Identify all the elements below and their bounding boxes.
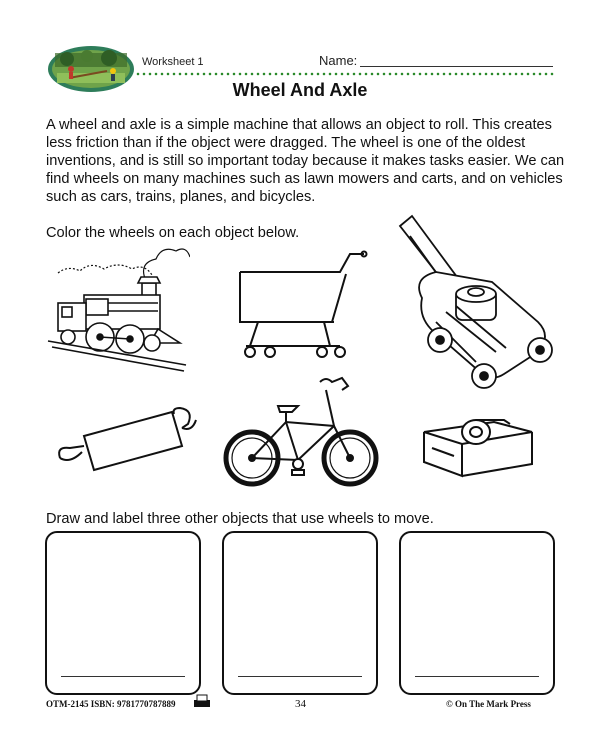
lawn-mower-icon[interactable]	[396, 212, 556, 396]
train-icon[interactable]	[38, 243, 190, 373]
label-line[interactable]	[61, 676, 185, 677]
label-line[interactable]	[415, 676, 539, 677]
color-instruction: Color the wheels on each object below.	[46, 225, 300, 241]
drawing-box-3[interactable]	[399, 531, 555, 695]
printer-icon	[193, 694, 211, 713]
label-line[interactable]	[238, 676, 362, 677]
drawing-box-2[interactable]	[222, 531, 378, 695]
footer-code: OTM-2145 ISBN: 9781770787889	[46, 699, 176, 709]
publisher: © On The Mark Press	[446, 699, 531, 709]
worksheet-label: Worksheet 1	[142, 56, 204, 68]
draw-instruction: Draw and label three other objects that use wheels to move.	[46, 511, 434, 527]
intro-paragraph: A wheel and axle is a simple machine that allows an object to roll. This creates less friction than if the object were dragged. The wheel is one of the oldest inventions, and is still so important today because it makes tasks easier. We can find wheels on many machines such as lawn mowers and carts, and on vehicles such as cars, trains, planes, and bicycles.	[46, 117, 565, 205]
page-title: Wheel And Axle	[232, 80, 368, 100]
page-number: 34	[295, 698, 306, 710]
shopping-cart-icon[interactable]	[236, 246, 370, 362]
dotted-divider	[135, 72, 555, 76]
name-field-line[interactable]	[360, 66, 553, 67]
rolling-pin-icon[interactable]	[56, 394, 200, 474]
bicycle-icon[interactable]	[222, 372, 382, 494]
tape-dispenser-icon[interactable]	[418, 414, 538, 480]
drawing-box-1[interactable]	[45, 531, 201, 695]
name-label: Name:	[319, 53, 358, 68]
